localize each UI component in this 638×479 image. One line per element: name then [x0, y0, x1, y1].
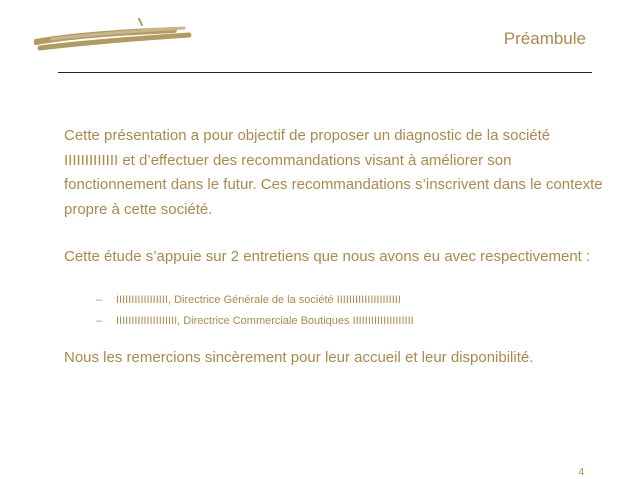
slide-title: Préambule — [503, 29, 586, 48]
interviews-paragraph: Cette étude s’appuie sur 2 entretiens que nous avons eu avec respectivement : — [64, 248, 591, 265]
thanks-paragraph: Nous les remercions sincèrement pour leur accueil et leur disponibilité. — [64, 349, 534, 366]
list-item — [96, 311, 616, 332]
page-number: 4 — [578, 467, 584, 478]
list-item — [96, 290, 616, 311]
list-item-text: IIIIIIIIIIIIIIIIIIII, Directrice Commerciale Boutiques IIIIIIIIIIIIIIIIIIII — [116, 315, 414, 327]
redacted-logo — [34, 14, 204, 54]
interviewee-list — [96, 290, 616, 332]
dash-bullet: – — [96, 315, 103, 327]
title-divider — [58, 72, 592, 73]
list-item-text: IIIIIIIIIIIIIIIII, Directrice Générale de la société IIIIIIIIIIIIIIIIIIIII — [116, 294, 401, 306]
dash-bullet: – — [96, 294, 103, 306]
intro-paragraph: Cette présentation a pour objectif de proposer un diagnostic de la société IIIIIIIIIIIII et d’effectuer des recommandations visant à améliorer son fonctionnement dans le futur. Ces recommandations s’inscrivent dans le contexte propre à cette société. — [64, 127, 603, 218]
